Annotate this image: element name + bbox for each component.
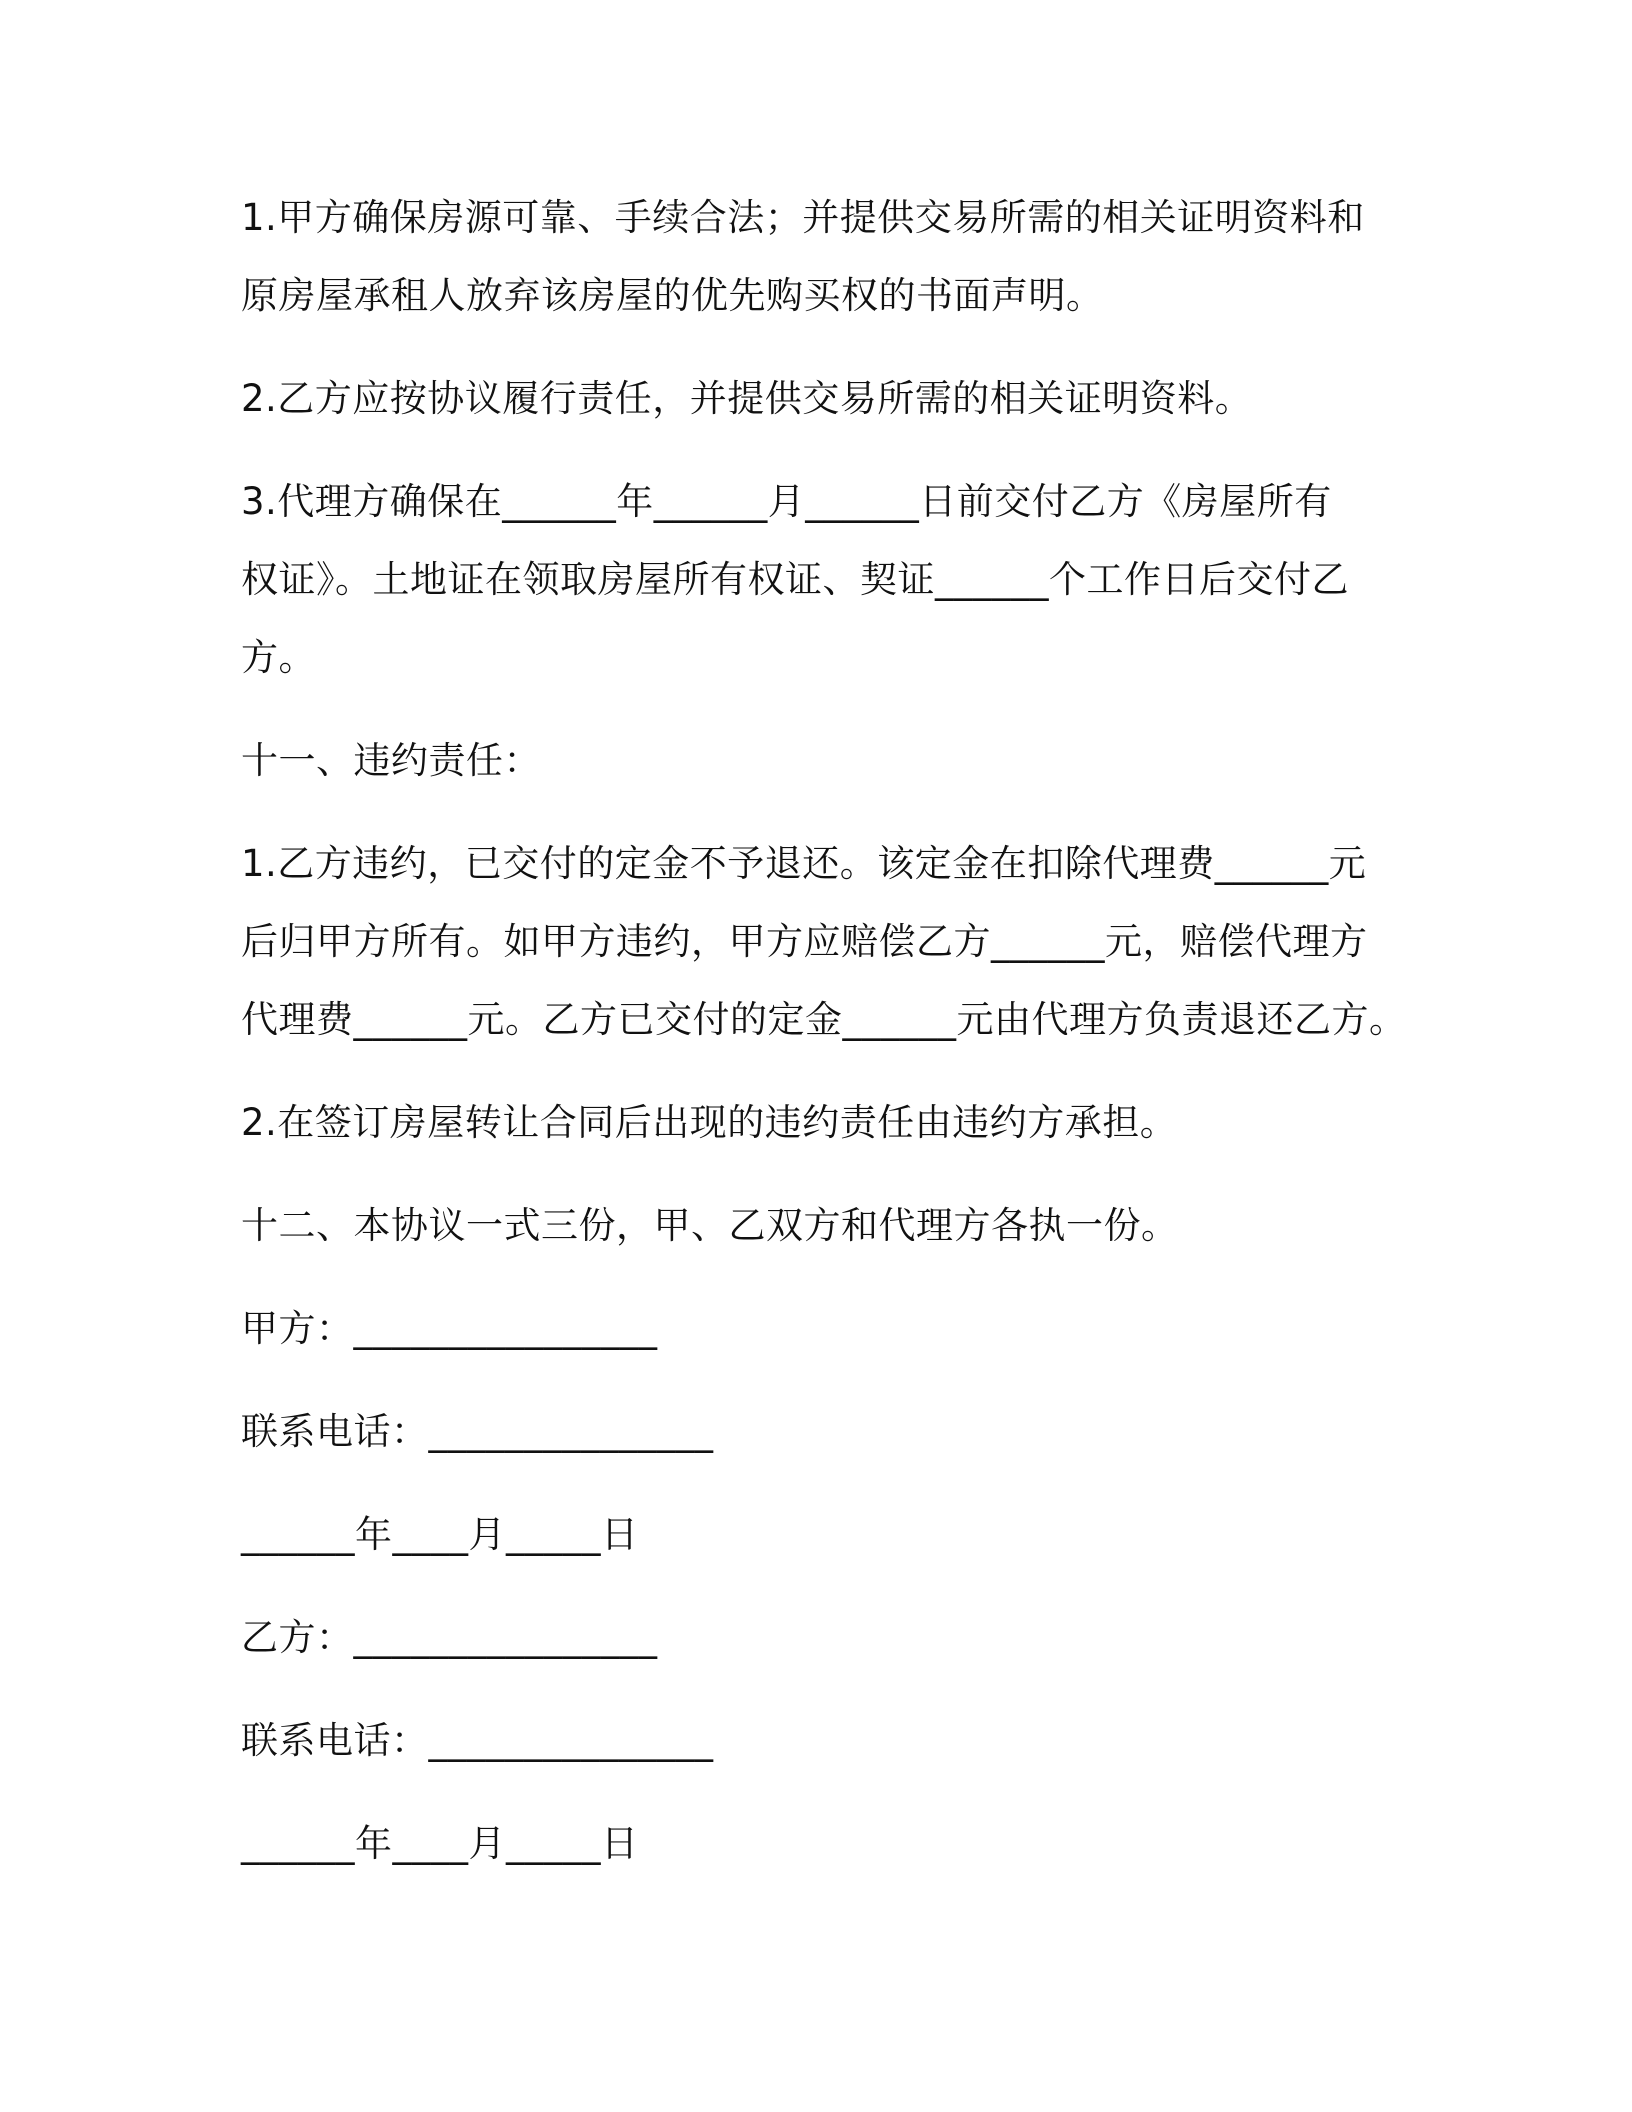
breach-clause-1-line-2: 后归甲方所有。如甲方违约，甲方应赔偿乙方______元，赔偿代理方 xyxy=(241,920,1368,963)
section-heading-12: 十二、本协议一式三份，甲、乙双方和代理方各执一份。 xyxy=(241,1204,1179,1247)
breach-clause-2: 2.在签订房屋转让合同后出现的违约责任由违约方承担。 xyxy=(241,1101,1178,1144)
party-b-signature: 乙方：________________ xyxy=(241,1616,658,1659)
breach-clause-1-line-3: 代理费______元。乙方已交付的定金______元由代理方负责退还乙方。 xyxy=(241,998,1407,1041)
section-heading-11: 十一、违约责任： xyxy=(241,739,541,782)
party-b-date: ______年____月_____日 xyxy=(241,1822,639,1865)
party-a-phone: 联系电话：_______________ xyxy=(241,1410,714,1453)
party-a-signature: 甲方：________________ xyxy=(241,1307,658,1350)
clause-3-line-1: 3.代理方确保在______年______月______日前交付乙方《房屋所有 xyxy=(241,480,1332,523)
clause-3-line-3: 方。 xyxy=(241,636,316,679)
clause-3-line-2: 权证》。土地证在领取房屋所有权证、契证______个工作日后交付乙 xyxy=(241,558,1349,601)
clause-2: 2.乙方应按协议履行责任，并提供交易所需的相关证明资料。 xyxy=(241,377,1253,420)
clause-1-line-2: 原房屋承租人放弃该房屋的优先购买权的书面声明。 xyxy=(241,274,1104,317)
clause-1-line-1: 1.甲方确保房源可靠、手续合法；并提供交易所需的相关证明资料和 xyxy=(241,196,1365,239)
party-b-phone: 联系电话：_______________ xyxy=(241,1719,714,1762)
party-a-date: ______年____月_____日 xyxy=(241,1513,639,1556)
breach-clause-1-line-1: 1.乙方违约，已交付的定金不予退还。该定金在扣除代理费______元 xyxy=(241,842,1367,885)
